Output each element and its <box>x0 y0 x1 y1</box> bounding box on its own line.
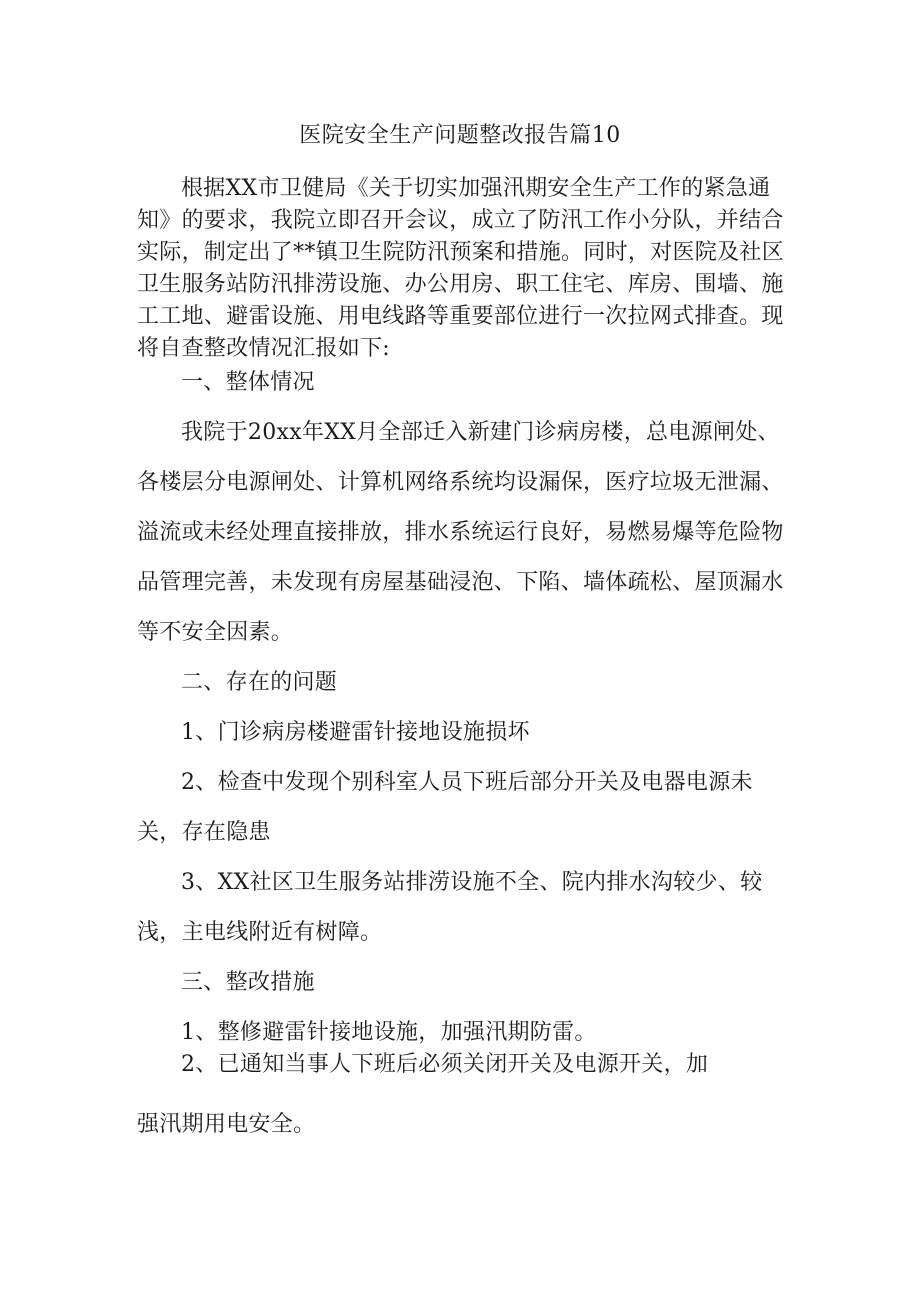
section1-paragraph: 我院于20xx年XX月全部迁入新建门诊病房楼，总电源闸处、各楼层分电源闸处、计算机网络系统均设漏保，医疗垃圾无泄漏、溢流或未经处理直接排放，排水系统运行良好，易燃易爆等危险物品管理完善，未发现有房屋基础浸泡、下陷、墙体疏松、屋顶漏水等不安全因素。 <box>137 420 784 645</box>
intro-paragraph: 根据XX市卫健局《关于切实加强汛期安全生产工作的紧急通知》的要求，我院立即召开会议，成立了防汛工作小分队，并结合实际，制定出了**镇卫生院防汛预案和措施。同时，对医院及社区卫生服务站防汛排涝设施、办公用房、职工住宅、库房、围墙、施工工地、避雷设施、用电线路等重要部位进行一次拉网式排查。现将自查整改情况汇报如下: <box>137 176 785 361</box>
section3-item-2-line2: 强汛期用电安全。 <box>137 1112 316 1137</box>
section3-item-1: 1、整修避雷针接地设施，加强汛期防雷。 <box>181 1020 597 1045</box>
section2-item-3: 3、XX社区卫生服务站排涝设施不全、院内排水沟较少、较浅，主电线附近有树障。 <box>137 870 763 945</box>
section2-heading: 二、存在的问题 <box>181 670 338 695</box>
section3-heading: 三、整改措施 <box>181 970 315 995</box>
body-content <box>137 358 797 1058</box>
intro-paragraph-block <box>137 173 797 365</box>
section2-item-2: 2、检查中发现个别科室人员下班后部分开关及电器电源未关，存在隐患 <box>137 770 753 845</box>
section2-item-1: 1、门诊病房楼避雷针接地设施损坏 <box>181 720 530 745</box>
section1-heading: 一、整体情况 <box>181 370 315 395</box>
section3-item-2-line1: 2、已通知当事人下班后必须关闭开关及电源开关，加 <box>181 1052 709 1077</box>
document-title: 医院安全生产问题整改报告篇10 <box>299 123 621 148</box>
section3-item-2-block <box>137 1049 797 1141</box>
